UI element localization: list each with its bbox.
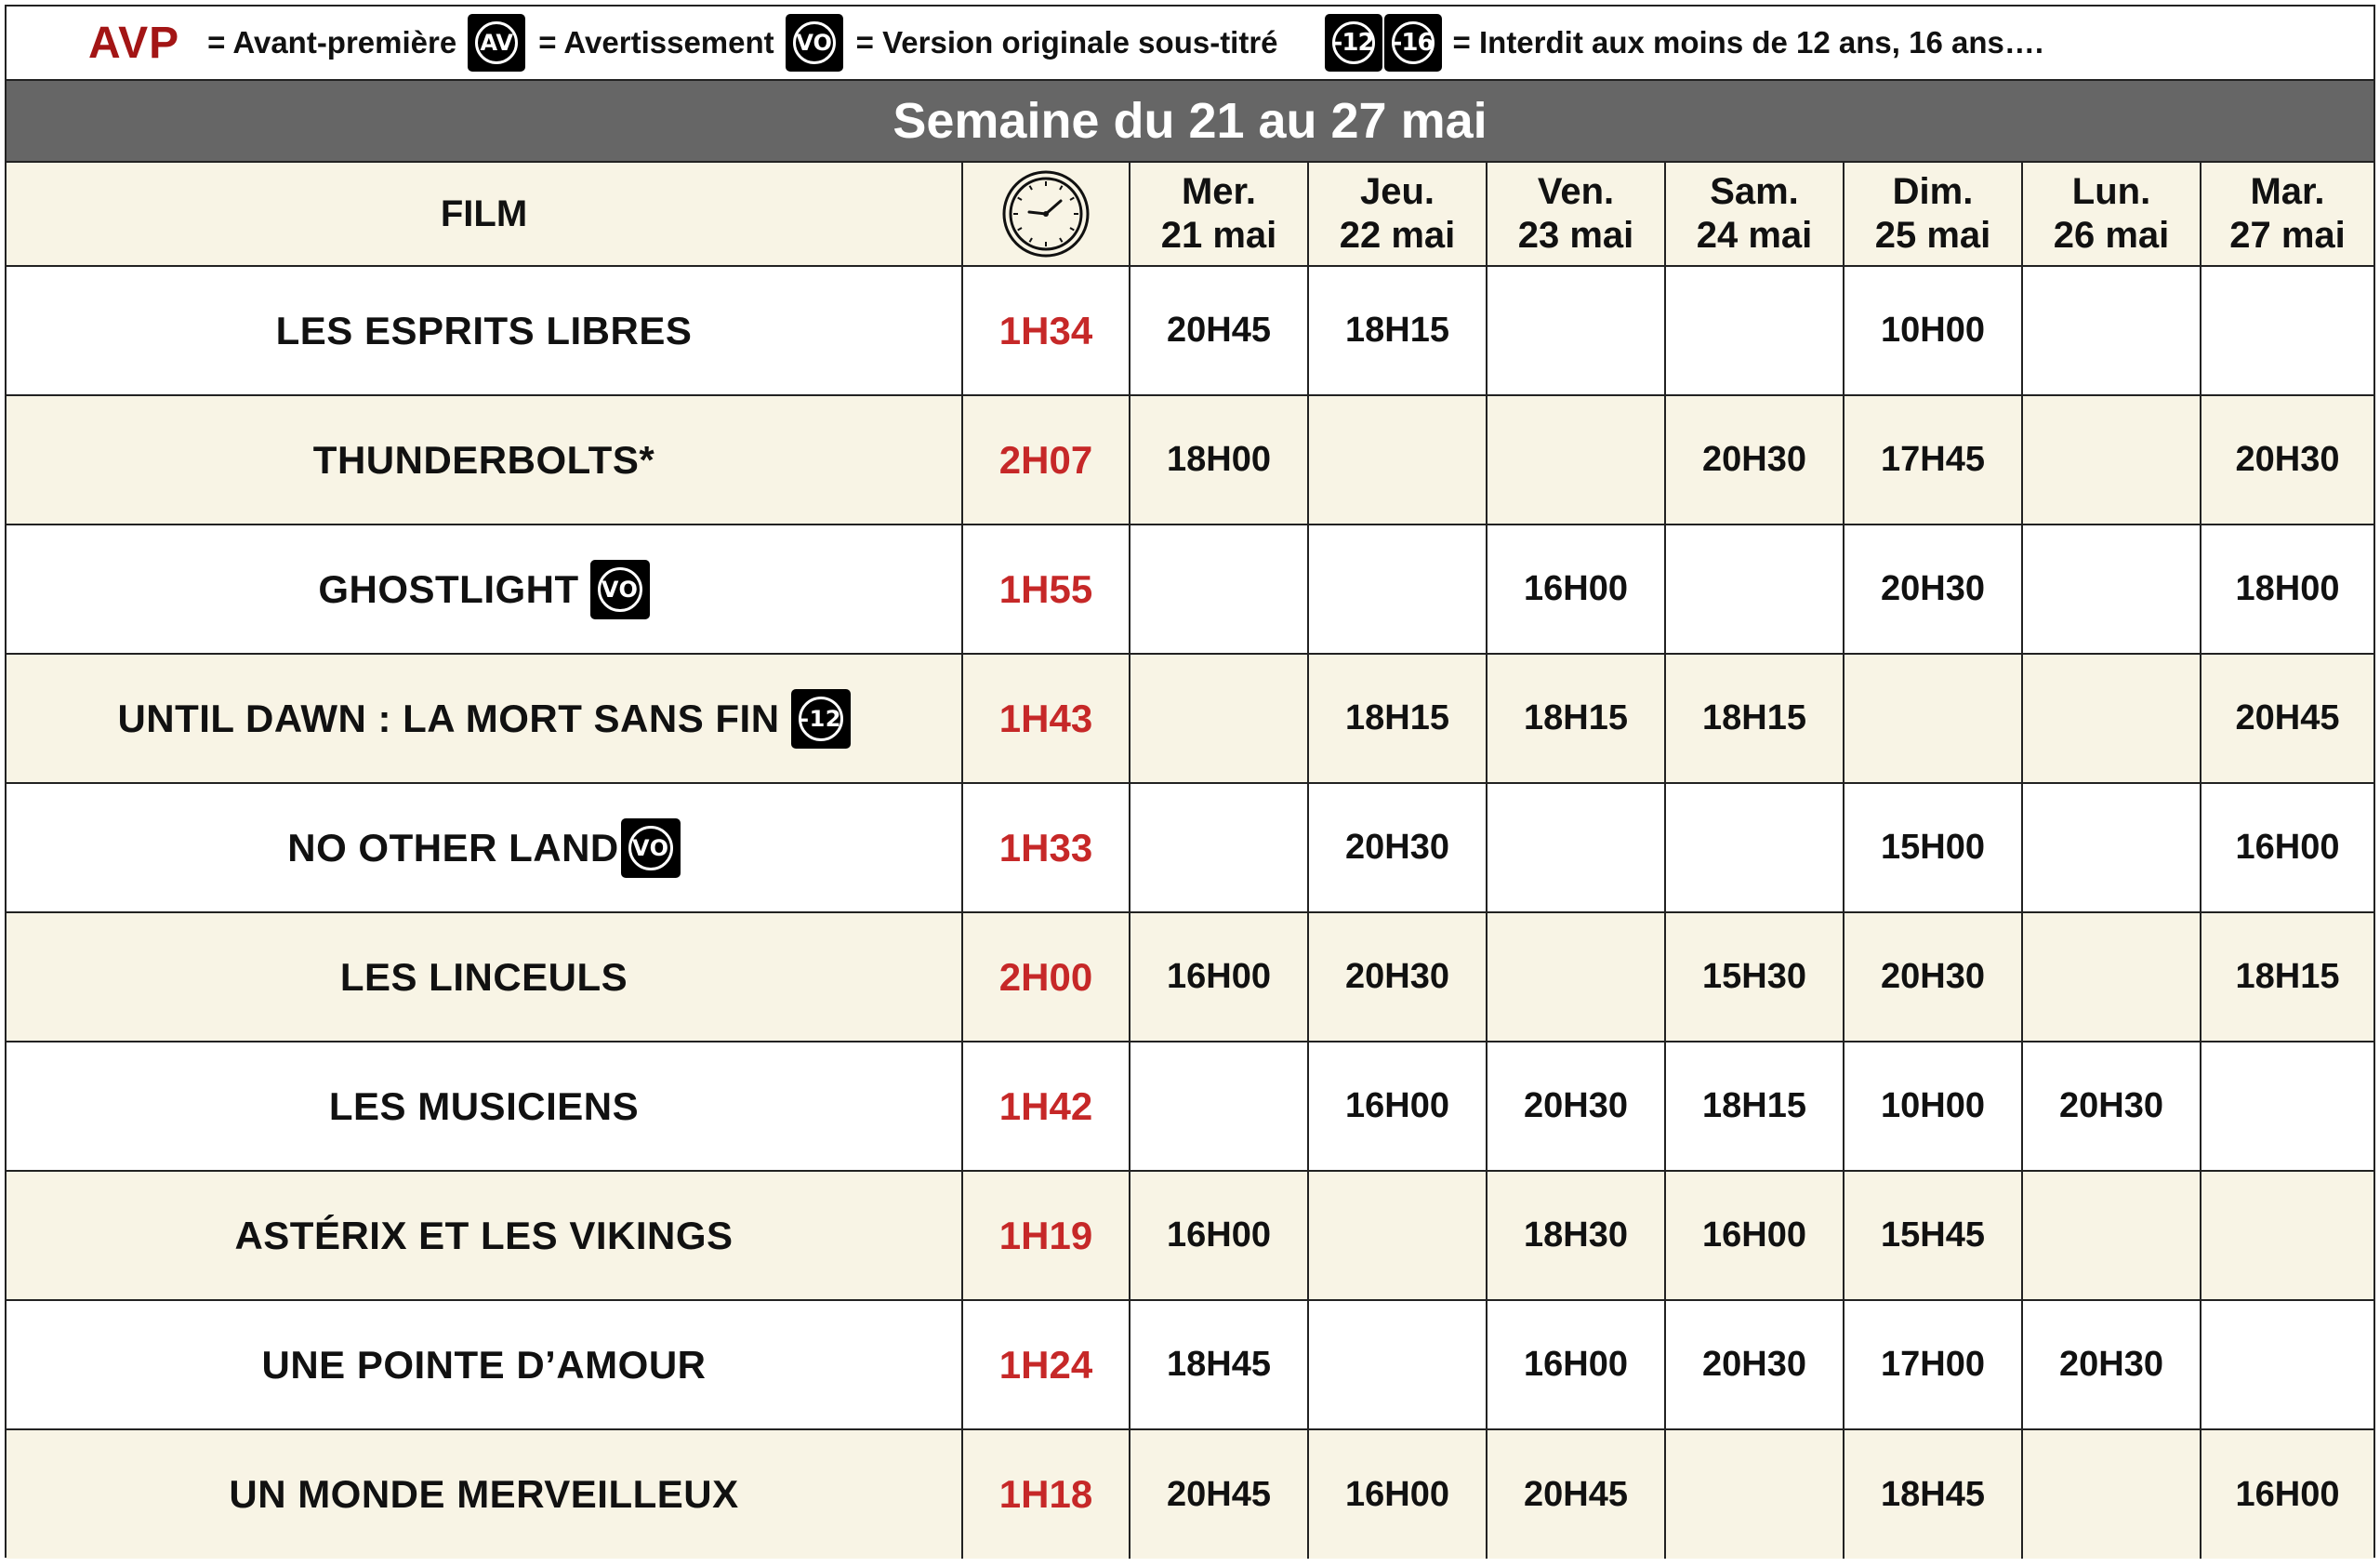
film-title: GHOSTLIGHT: [318, 566, 579, 611]
table-row: [7, 654, 2373, 783]
age-12-badge-icon: -12: [791, 689, 851, 749]
film-title: LES MUSICIENS: [328, 1083, 640, 1128]
showtime-cell: 10H00: [1844, 266, 2022, 395]
day-header: Lun. 26 mai: [2022, 163, 2201, 266]
showtime-cell: [2022, 1429, 2201, 1559]
film-title: LES LINCEULS: [339, 954, 628, 999]
showtime-cell: 17H00: [1844, 1300, 2022, 1429]
showtime-cell: 20H45: [1487, 1429, 1665, 1559]
showtime-cell: [2022, 395, 2201, 525]
av-description: = Avertissement: [538, 25, 774, 60]
legend-bar: [7, 7, 2373, 81]
film-title-cell: [7, 1300, 962, 1429]
film-duration: 1H24: [962, 1300, 1130, 1429]
showtime-cell: 16H00: [1665, 1171, 1844, 1300]
film-duration: 1H43: [962, 654, 1130, 783]
showtime-cell: 20H30: [2022, 1300, 2201, 1429]
showtime-cell: 10H00: [1844, 1042, 2022, 1171]
vo-badge-icon: VO: [590, 560, 650, 619]
table-row: [7, 912, 2373, 1042]
showtime-cell: 20H45: [2201, 654, 2373, 783]
week-banner: Semaine du 21 au 27 mai: [7, 81, 2373, 163]
showtime-cell: 16H00: [1487, 1300, 1665, 1429]
showtime-cell: 18H00: [2201, 525, 2373, 654]
film-title: THUNDERBOLTS*: [312, 437, 655, 482]
showtime-cell: 18H15: [1665, 1042, 1844, 1171]
showtime-cell: [2201, 266, 2373, 395]
table-row: [7, 1042, 2373, 1171]
day-header: Ven. 23 mai: [1487, 163, 1665, 266]
showtime-cell: [2022, 654, 2201, 783]
film-title-cell: [7, 266, 962, 395]
table-row: [7, 266, 2373, 395]
showtime-cell: 15H30: [1665, 912, 1844, 1042]
table-row: [7, 1429, 2373, 1559]
showtime-cell: 16H00: [1130, 1171, 1308, 1300]
table-row: [7, 783, 2373, 912]
showtime-cell: 20H45: [1130, 266, 1308, 395]
film-title: NO OTHER LAND: [287, 825, 619, 870]
showtime-cell: [2022, 1171, 2201, 1300]
showtime-cell: 20H30: [1308, 783, 1487, 912]
showtime-cell: [1487, 912, 1665, 1042]
vo-badge-icon: VO: [621, 818, 681, 878]
table-row: [7, 525, 2373, 654]
film-title: UN MONDE MERVEILLEUX: [229, 1472, 739, 1516]
day-header: Mar. 27 mai: [2201, 163, 2373, 266]
vo-description: = Version originale sous-titré: [855, 25, 1278, 60]
film-duration: 1H18: [962, 1429, 1130, 1559]
vo-badge-icon: VO: [786, 14, 843, 72]
showtime-cell: [1130, 1042, 1308, 1171]
showtime-cell: 17H45: [1844, 395, 2022, 525]
showtime-cell: [2022, 266, 2201, 395]
table-row: [7, 395, 2373, 525]
showtime-cell: [1308, 395, 1487, 525]
showtime-cell: [1308, 1171, 1487, 1300]
film-title: ASTÉRIX ET LES VIKINGS: [234, 1213, 734, 1257]
film-title-cell: [7, 395, 962, 525]
film-duration: 2H07: [962, 395, 1130, 525]
day-header: Mer. 21 mai: [1130, 163, 1308, 266]
showtime-cell: 18H15: [1308, 654, 1487, 783]
film-title-cell: [7, 1429, 962, 1559]
avp-label: AVP: [88, 18, 180, 68]
showtime-cell: [1665, 525, 1844, 654]
showtime-cell: [2022, 525, 2201, 654]
film-title-cell: [7, 783, 962, 912]
showtime-cell: 16H00: [1130, 912, 1308, 1042]
showtime-cell: [1130, 783, 1308, 912]
showtime-cell: 16H00: [1487, 525, 1665, 654]
showtime-cell: [1665, 1429, 1844, 1559]
showtime-cell: 18H15: [2201, 912, 2373, 1042]
showtime-cell: 16H00: [2201, 783, 2373, 912]
showtime-cell: [1665, 266, 1844, 395]
age-badges: [1325, 14, 1444, 72]
film-title-cell: [7, 912, 962, 1042]
showtime-cell: [1844, 654, 2022, 783]
age-description: = Interdit aux moins de 12 ans, 16 ans….: [1452, 25, 2044, 60]
showtime-cell: [1487, 395, 1665, 525]
showtime-cell: 20H30: [1844, 912, 2022, 1042]
showtime-cell: 18H45: [1130, 1300, 1308, 1429]
showtime-cell: [2201, 1042, 2373, 1171]
schedule-table: [7, 163, 2373, 1559]
day-header: Sam. 24 mai: [1665, 163, 1844, 266]
showtime-cell: 16H00: [1308, 1429, 1487, 1559]
showtime-cell: 18H15: [1308, 266, 1487, 395]
showtime-cell: 18H00: [1130, 395, 1308, 525]
showtime-cell: [1487, 783, 1665, 912]
film-title: UNE POINTE D’AMOUR: [261, 1342, 707, 1387]
showtime-cell: [1308, 1300, 1487, 1429]
film-duration: 2H00: [962, 912, 1130, 1042]
header-row: [7, 163, 2373, 266]
showtime-cell: 20H30: [1665, 1300, 1844, 1429]
film-duration: 1H55: [962, 525, 1130, 654]
showtime-cell: 20H30: [1487, 1042, 1665, 1171]
showtime-cell: 18H45: [1844, 1429, 2022, 1559]
showtime-cell: [1130, 654, 1308, 783]
table-row: [7, 1300, 2373, 1429]
film-title-cell: [7, 1171, 962, 1300]
film-column-header: FILM: [7, 163, 962, 266]
schedule-sheet: [5, 5, 2375, 1558]
film-duration: 1H42: [962, 1042, 1130, 1171]
av-badge-icon: AV: [468, 14, 525, 72]
film-title: UNTIL DAWN : LA MORT SANS FIN: [117, 696, 780, 740]
showtime-cell: 16H00: [1308, 1042, 1487, 1171]
avp-description: = Avant-première: [207, 25, 457, 60]
showtime-cell: [1487, 266, 1665, 395]
age-16-badge-icon: -16: [1384, 14, 1442, 72]
showtime-cell: 20H30: [2022, 1042, 2201, 1171]
film-duration: 1H33: [962, 783, 1130, 912]
age-12-badge-icon: -12: [1325, 14, 1382, 72]
day-header: Jeu. 22 mai: [1308, 163, 1487, 266]
showtime-cell: 20H30: [1665, 395, 1844, 525]
showtime-cell: [1308, 525, 1487, 654]
showtime-cell: [1130, 525, 1308, 654]
showtime-cell: 15H45: [1844, 1171, 2022, 1300]
film-title-cell: [7, 1042, 962, 1171]
showtime-cell: 20H30: [1844, 525, 2022, 654]
showtime-cell: [1665, 783, 1844, 912]
showtime-cell: [2201, 1171, 2373, 1300]
showtime-cell: [2022, 912, 2201, 1042]
showtime-cell: 18H30: [1487, 1171, 1665, 1300]
film-title: LES ESPRITS LIBRES: [275, 308, 693, 352]
showtime-cell: 15H00: [1844, 783, 2022, 912]
showtime-cell: 20H45: [1130, 1429, 1308, 1559]
film-duration: 1H34: [962, 266, 1130, 395]
showtime-cell: [2201, 1300, 2373, 1429]
clock-icon: [962, 163, 1130, 266]
film-title-cell: [7, 654, 962, 783]
showtime-cell: 20H30: [1308, 912, 1487, 1042]
showtime-cell: 16H00: [2201, 1429, 2373, 1559]
showtime-cell: 20H30: [2201, 395, 2373, 525]
showtime-cell: 18H15: [1665, 654, 1844, 783]
day-header: Dim. 25 mai: [1844, 163, 2022, 266]
film-title-cell: [7, 525, 962, 654]
showtime-cell: [2022, 783, 2201, 912]
film-duration: 1H19: [962, 1171, 1130, 1300]
table-row: [7, 1171, 2373, 1300]
showtime-cell: 18H15: [1487, 654, 1665, 783]
